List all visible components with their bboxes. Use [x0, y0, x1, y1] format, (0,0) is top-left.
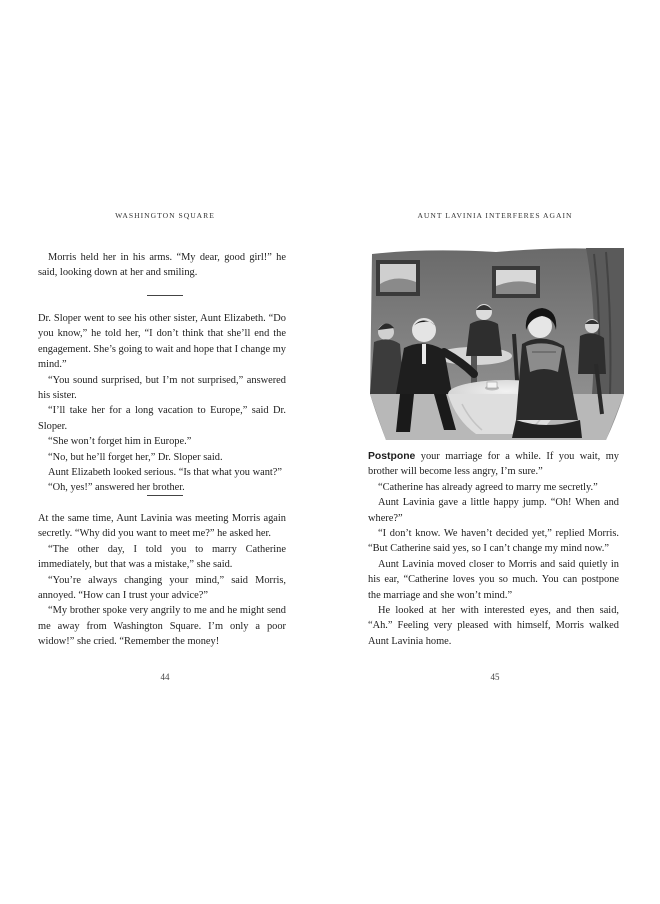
paragraph: Dr. Sloper went to see his other sister, Aunt Elizabeth. “Do you know,” he told her, “I don’t think that she’ll end the engagement. She’s going to wait and hope that I change my mind.” — [38, 313, 286, 371]
page-number-left: 44 — [160, 672, 170, 682]
lead-word: Postpone — [368, 451, 416, 462]
running-head-right: AUNT LAVINIA INTERFERES AGAIN — [417, 211, 573, 220]
paragraph: “She won’t forget him in Europe.” — [48, 436, 192, 448]
paragraph — [368, 449, 619, 480]
paragraph: Aunt Lavinia moved closer to Morris and said quietly in his ear, “Catherine loves you so much. You can postpone the marriage and she won’t mind.” — [368, 558, 619, 601]
section-divider — [147, 495, 183, 496]
paragraph: “You sound surprised, but I’m not surprised,” answered his sister. — [38, 374, 286, 402]
paragraph: Aunt Lavinia gave a little happy jump. “Oh! When and where?” — [368, 497, 619, 524]
right-text — [368, 449, 619, 649]
paragraph: “I don’t know. We haven’t decided yet,” replied Morris. “But Catherine said yes, so I can’t change my mind now.” — [368, 528, 619, 555]
section-divider — [147, 295, 183, 296]
right-page — [330, 0, 660, 904]
paragraph: Morris held her in his arms. “My dear, good girl!” he said, looking down at her and smiling. — [38, 252, 286, 279]
section-1 — [38, 250, 286, 281]
paragraph: “Oh, yes!” answered her brother. — [48, 482, 185, 494]
cafe-illustration — [366, 244, 628, 442]
paragraph: “The other day, I told you to marry Catherine immediately, but that was a mistake,” she said. — [38, 543, 286, 571]
paragraph-rest: your marriage for a while. If you wait, my brother will become less angry, I’m sure.” — [368, 451, 619, 478]
paragraph: “You’re always changing your mind,” said Morris, annoyed. “How can I trust your advice?” — [38, 574, 286, 602]
paragraph: “I’ll take her for a long vacation to Europe,” said Dr. Sloper. — [38, 405, 286, 432]
paragraph: He looked at her with interested eyes, and then said, “Ah.” Feeling very pleased with himself, Morris walked Aunt Lavinia home. — [368, 605, 619, 647]
paragraph: “My brother spoke very angrily to me and he might send me away from Washington Square. I’m only a poor widow!” she cried. “Remember the money! — [38, 605, 286, 648]
paragraph: “Catherine has already agreed to marry me secretly.” — [378, 481, 598, 493]
running-head-left: WASHINGTON SQUARE — [115, 211, 215, 220]
paragraph: At the same time, Aunt Lavinia was meeting Morris again secretly. “Why did you want to meet me?” he asked her. — [38, 513, 286, 540]
paragraph: Aunt Elizabeth looked serious. “Is that what you want?” — [48, 467, 283, 479]
section-2 — [38, 311, 286, 496]
paragraph: “No, but he’ll forget her,” Dr. Sloper said. — [48, 451, 223, 463]
section-3 — [38, 511, 286, 650]
page-number-right: 45 — [490, 672, 500, 682]
